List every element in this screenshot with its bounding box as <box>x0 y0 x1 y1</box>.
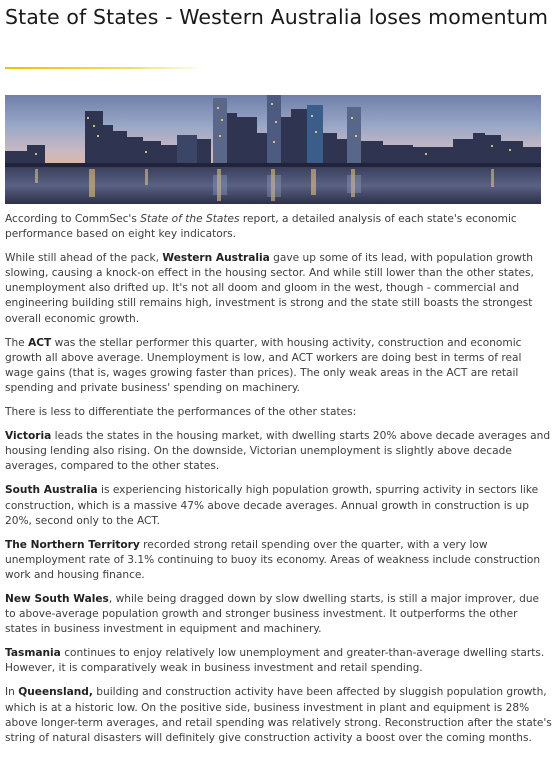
paragraph-tasmania: Tasmania continues to enjoy relatively low unemployment and greater-than-average dwelling starts. However, it is comparatively weak in business investment and retail spending. <box>5 647 545 675</box>
paragraph-other-states: There is less to differentiate the performances of the other states: <box>5 406 357 419</box>
paragraph-victoria: Victoria leads the states in the housing market, with dwelling starts 20% above decade averages and housing lending also rising. On the downside, Victorian unemployment is slightly above decade averages, compared to the other states. <box>5 430 551 473</box>
paragraph-western-australia: While still ahead of the pack, Western Australia gave up some of its lead, with population growth slowing, causing a knock-on effect in the housing sector. And while still lower than the other states, unemployment also drifted up. It's not all doom and gloom in the west, though - commercial and engineering building still remains high, investment is strong and the state still boasts the strongest overall economic growth. <box>5 252 534 325</box>
title-underline <box>5 67 205 69</box>
hero-image <box>5 95 541 204</box>
paragraph-northern-territory: The Northern Territory recorded strong retail spending over the quarter, with a very low unemployment rate of 3.1% continuing to buoy its economy. Areas of weakness include construction work and housing finance. <box>5 538 541 581</box>
paragraph-act: The ACT was the stellar performer this quarter, with housing activity, construction and economic growth all above average. Unemployment is low, and ACT workers are doing best in terms of real wage gains (that is, wages growing faster than prices). The only weak areas in the ACT are retail spending and private business' spending on machinery. <box>5 336 522 394</box>
paragraph-queensland: In Queensland, building and construction activity have been affected by sluggish population growth, which is at a historic low. On the positive side, business investment in plant and equipment is 28% above longer-term averages, and retail spending was relatively strong. Reconstruction after the state's string of natural disasters will definitely give construction activity a boost over the coming months. <box>5 686 552 744</box>
paragraph-new-south-wales: New South Wales, while being dragged down by slow dwelling starts, is still a major improver, due to above-average population growth and stronger business investment. It outperforms the other states in business investment in equipment and machinery. <box>5 592 540 636</box>
paragraph-south-australia: South Australia is experiencing historically high population growth, spurring activity in sectors like construction, which is a massive 47% above decade averages. Annual growth in construction is up 20%, second only to the ACT. <box>5 484 539 527</box>
paragraph-intro: According to CommSec's State of the States report, a detailed analysis of each state's economic performance based on eight key indicators. <box>5 213 517 241</box>
article-body <box>5 212 553 755</box>
article-title: State of States - Western Australia loses momentum <box>5 5 549 29</box>
